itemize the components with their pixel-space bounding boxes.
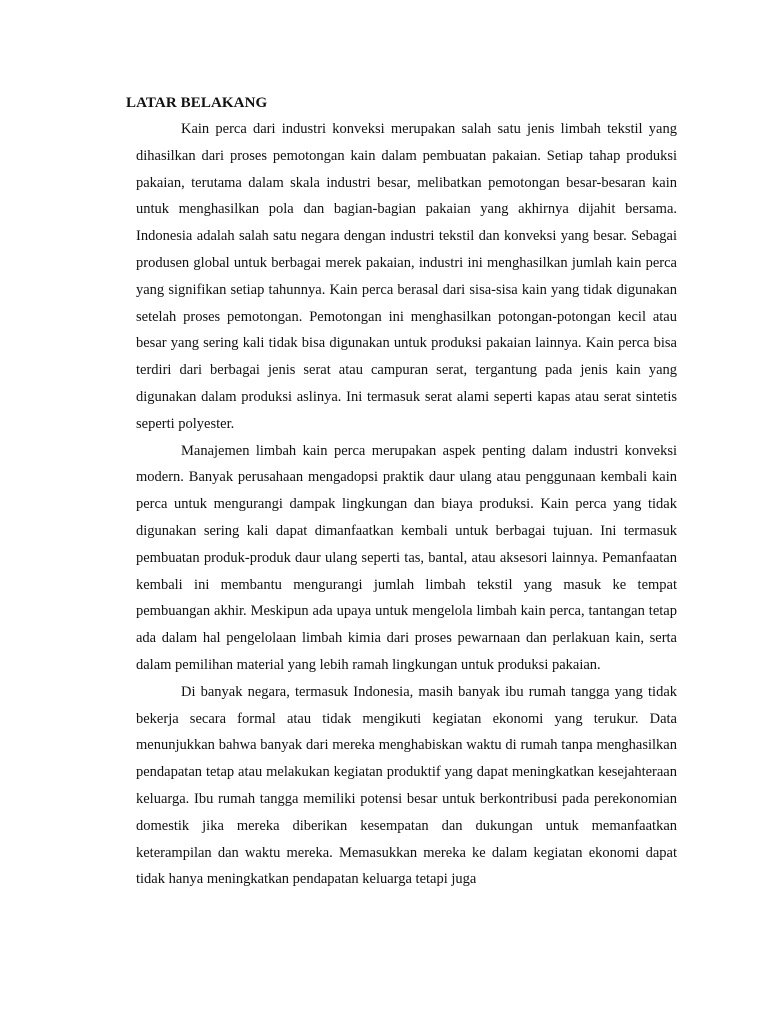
- paragraph-1: Kain perca dari industri konveksi merupakan salah satu jenis limbah tekstil yang dihasilkan dari proses pemotongan kain dalam pembuatan pakaian. Setiap tahap produksi pakaian, terutama dalam skala industri besar, melibatkan pemotongan besar-besaran kain untuk menghasilkan pola dan bagian-bagian pakaian yang akhirnya dijahit bersama. Indonesia adalah salah satu negara dengan industri tekstil dan konveksi yang besar. Sebagai produsen global untuk berbagai merek pakaian, industri ini menghasilkan jumlah kain perca yang signifikan setiap tahunnya. Kain perca berasal dari sisa-sisa kain yang tidak digunakan setelah proses pemotongan. Pemotongan ini menghasilkan potongan-potongan kecil atau besar yang sering kali tidak bisa digunakan untuk produksi pakaian lainnya. Kain perca bisa terdiri dari berbagai jenis serat atau campuran serat, tergantung pada jenis kain yang digunakan dalam produksi aslinya. Ini termasuk serat alami seperti kapas atau serat sintetis seperti polyester.: [136, 121, 677, 432]
- section-heading: LATAR BELAKANG: [126, 95, 268, 111]
- paragraph-3: Di banyak negara, termasuk Indonesia, masih banyak ibu rumah tangga yang tidak bekerja secara formal atau tidak mengikuti kegiatan ekonomi yang terukur. Data menunjukkan bahwa banyak dari mereka menghabiskan waktu di rumah tanpa menghasilkan pendapatan tetap atau melakukan kegiatan produktif yang dapat meningkatkan kesejahteraan keluarga. Ibu rumah tangga memiliki potensi besar untuk berkontribusi pada perekonomian domestik jika mereka diberikan kesempatan dan dukungan untuk memanfaatkan keterampilan dan waktu mereka. Memasukkan mereka ke dalam kegiatan ekonomi dapat tidak hanya meningkatkan pendapatan keluarga tetapi juga: [136, 683, 677, 888]
- paragraph-2: Manajemen limbah kain perca merupakan aspek penting dalam industri konveksi modern. Banyak perusahaan mengadopsi praktik daur ulang atau penggunaan kembali kain perca untuk mengurangi dampak lingkungan dan biaya produksi. Kain perca yang tidak digunakan sering kali dapat dimanfaatkan kembali untuk berbagai tujuan. Ini termasuk pembuatan produk-produk daur ulang seperti tas, bantal, atau aksesori lainnya. Pemanfaatan kembali ini membantu mengurangi jumlah limbah tekstil yang masuk ke tempat pembuangan akhir. Meskipun ada upaya untuk mengelola limbah kain perca, tantangan tetap ada dalam hal pengelolaan limbah kimia dari proses pewarnaan dan perlakuan kain, serta dalam pemilihan material yang lebih ramah lingkungan untuk produksi pakaian.: [136, 442, 677, 673]
- body-text: [136, 116, 677, 893]
